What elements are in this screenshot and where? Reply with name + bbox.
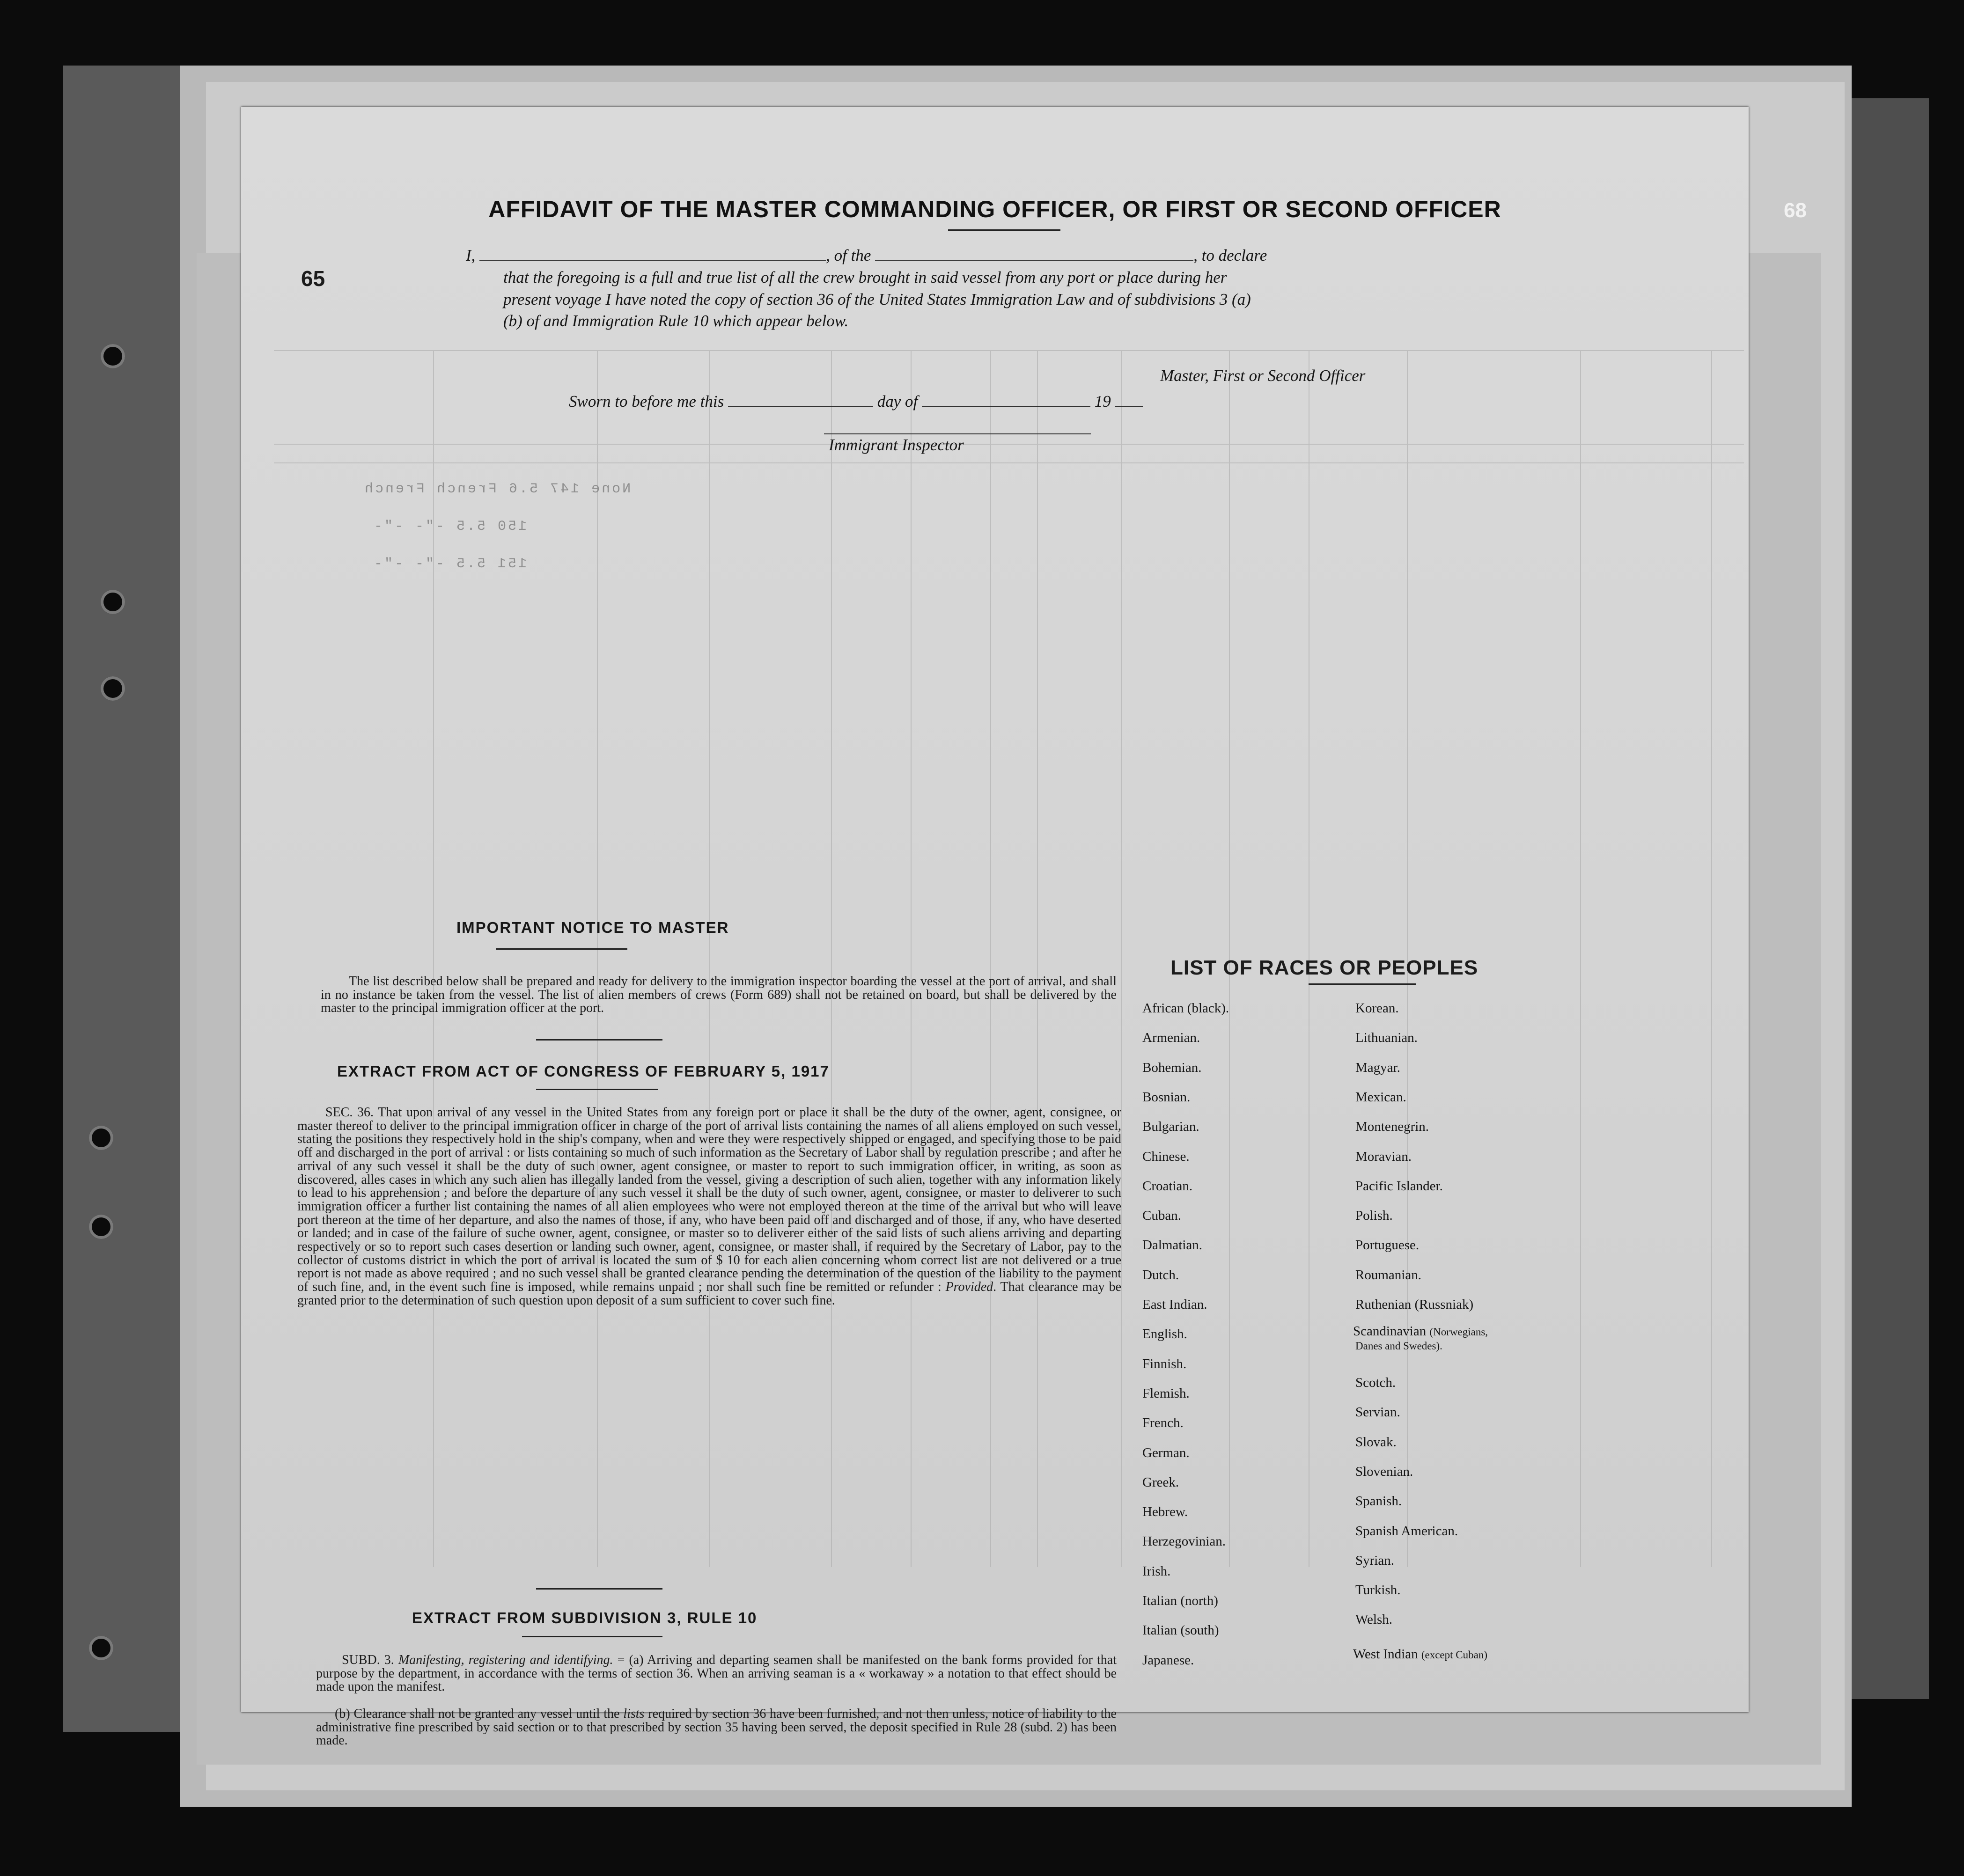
race-item: Italian (south) bbox=[1142, 1623, 1219, 1638]
race-item: Montenegrin. bbox=[1355, 1119, 1429, 1135]
race-item: Cuban. bbox=[1142, 1208, 1181, 1224]
manifest-bleed-through bbox=[241, 107, 1749, 1712]
race-item: Bulgarian. bbox=[1142, 1119, 1199, 1135]
race-item: Syrian. bbox=[1355, 1553, 1394, 1568]
act-extract-underline bbox=[536, 1089, 658, 1090]
race-item: Magyar. bbox=[1355, 1060, 1400, 1075]
race-item: African (black). bbox=[1142, 1001, 1229, 1016]
bleed-through-row: 151 5.5 -"- -"- bbox=[372, 556, 527, 572]
race-item: Japanese. bbox=[1142, 1652, 1194, 1668]
races-underline bbox=[1309, 983, 1416, 985]
declaration-line-2: that the foregoing is a full and true list of all the crew brought in said vessel from any port or place during her bbox=[503, 268, 1227, 286]
inspector-signature-line bbox=[824, 433, 1091, 434]
declaration-line-3: present voyage I have noted the copy of section 36 of the United States Immigration Law and of subdivisions 3 (a) bbox=[503, 290, 1251, 308]
race-item: Lithuanian. bbox=[1355, 1030, 1418, 1046]
races-title: LIST OF RACES OR PEOPLES bbox=[1170, 956, 1479, 979]
name-blank bbox=[479, 260, 826, 261]
sheet-number: 68 bbox=[1784, 199, 1807, 222]
race-item: German. bbox=[1142, 1445, 1190, 1460]
declaration-i: I, bbox=[466, 246, 476, 264]
race-item: Flemish. bbox=[1142, 1385, 1190, 1401]
affidavit-title: AFFIDAVIT OF THE MASTER COMMANDING OFFICER, OR FIRST OR SECOND OFFICER bbox=[488, 196, 1501, 222]
right-backing-sheet bbox=[1845, 98, 1929, 1699]
declaration-line-4: (b) of and Immigration Rule 10 which appear below. bbox=[503, 312, 849, 330]
subd-part-b-prefix: (b) Clearance shall not be granted any vessel until the bbox=[335, 1707, 620, 1721]
race-item: Servian. bbox=[1355, 1405, 1400, 1420]
race-item: Slovenian. bbox=[1355, 1464, 1413, 1479]
left-number: 65 bbox=[301, 266, 325, 291]
subd-heading: Manifesting, registering and identifying. bbox=[398, 1653, 613, 1667]
race-west-indian-note: (except Cuban) bbox=[1421, 1649, 1487, 1661]
race-item: Greek. bbox=[1142, 1474, 1179, 1490]
declaration-of-the: , of the bbox=[826, 246, 871, 264]
race-item: Korean. bbox=[1355, 1001, 1399, 1016]
race-item: Finnish. bbox=[1142, 1356, 1187, 1371]
subd-prefix: SUBD. 3. bbox=[342, 1653, 394, 1667]
act-extract-title: EXTRACT FROM ACT OF CONGRESS OF FEBRUARY 5, 1917 bbox=[337, 1063, 830, 1080]
day-blank bbox=[728, 406, 873, 407]
race-item: Scotch. bbox=[1355, 1375, 1396, 1390]
subd-part-b-rest: required by section 36 have been furnished, and not then unless, notice of liability to the administrative fine prescribed by said section or to that prescribed by section 35 having been served, the deposit specified in Rule 28 (subd. 2) has been made. bbox=[316, 1707, 1117, 1748]
race-item: Croatian. bbox=[1142, 1178, 1193, 1194]
notice-underline bbox=[496, 948, 627, 950]
title-underline bbox=[948, 229, 1060, 231]
race-item: Bosnian. bbox=[1142, 1089, 1191, 1105]
bleed-through-row: 150 5.5 -"- -"- bbox=[372, 519, 527, 535]
subd-part-a: = (a) Arriving and departing seamen shall be manifested on the bank forms provided for that purpose by the department, in accordance with the terms of section 36. When an arriving seaman is a « workaway » a notation to that effect should be made upon the manifest. bbox=[316, 1653, 1117, 1694]
binder-hole bbox=[101, 676, 125, 701]
race-item: English. bbox=[1142, 1326, 1187, 1342]
inspector-label: Immigrant Inspector bbox=[829, 436, 964, 454]
race-item: Pacific Islander. bbox=[1355, 1178, 1443, 1194]
race-west-indian bbox=[1353, 1647, 1487, 1662]
race-item: Spanish American. bbox=[1355, 1523, 1458, 1539]
binder-hole bbox=[101, 590, 125, 614]
notice-divider bbox=[536, 1039, 662, 1041]
declaration-line-1 bbox=[466, 246, 1267, 265]
binder-hole bbox=[101, 344, 125, 368]
race-item: Turkish. bbox=[1355, 1583, 1401, 1598]
year-blank bbox=[1115, 406, 1143, 407]
race-item: Welsh. bbox=[1355, 1612, 1393, 1627]
race-item: Moravian. bbox=[1355, 1149, 1412, 1164]
rule-extract-underline bbox=[522, 1636, 662, 1637]
race-item: Armenian. bbox=[1142, 1030, 1200, 1046]
race-scandinavian bbox=[1353, 1324, 1488, 1339]
rule-extract-part-b bbox=[316, 1707, 1117, 1748]
month-blank bbox=[922, 406, 1090, 407]
notice-title: IMPORTANT NOTICE TO MASTER bbox=[456, 919, 729, 936]
act-provided-text: Provided bbox=[945, 1280, 993, 1295]
race-item: Hebrew. bbox=[1142, 1504, 1188, 1520]
act-extract-divider bbox=[536, 1588, 662, 1590]
signature-label: Master, First or Second Officer bbox=[1160, 366, 1366, 385]
binder-hole bbox=[89, 1215, 113, 1239]
race-item: French. bbox=[1142, 1415, 1184, 1431]
race-item: Herzegovinian. bbox=[1142, 1534, 1226, 1549]
sworn-line bbox=[569, 392, 1143, 411]
notice-body: The list described below shall be prepared and ready for delivery to the immigration inspector boarding the vessel at the port of arrival, and shall in no instance be taken from the vessel. The list of alien members of crews (Form 689) shall not be retained on board, but shall be delivered by the master to the principal immigration officer at the port. bbox=[321, 974, 1117, 1016]
race-item: Spanish. bbox=[1355, 1494, 1402, 1509]
race-item: Ruthenian (Russniak) bbox=[1355, 1297, 1474, 1312]
race-item: Dalmatian. bbox=[1142, 1238, 1203, 1253]
race-scandinavian-note: (Norwegians, bbox=[1429, 1326, 1488, 1338]
sworn-text: Sworn to before me this bbox=[569, 392, 724, 410]
race-item: Dutch. bbox=[1142, 1267, 1179, 1282]
race-scandinavian-label: Scandinavian bbox=[1353, 1324, 1427, 1339]
act-section-text: SEC. 36. That upon arrival of any vessel in the United States from any foreign port or place it shall be the duty of the owner, agent, consignee, or master thereof to deliver to the principal immigration officer in charge of the port of arrival lists containing the names of all aliens employed on such vessel, stating the positions they respectively hold in the ship's company, when and were they were respectively shipped or engaged, and specifying those to be paid off and discharged in the port of arrival : or lists containing so much of such information as the Secretary of Labor shall by regulation prescribe ; and after he arrival of any such vessel it shall be the duty of such owner, agent consignee, or master to report to such immigration officer, in writing, as soon as discovered, alles cases in which any such alien has illegally landed from the vessel, giving a description of such alien, together with any information likely to lead to his apprehension ; and before the departure of any such vessel it shall be the duty of such owner, agent, consignee, or master to deliverer to such immigration officer a further list containing the names of all alien employees who were not employed thereon at the time of the arrival but who will leave port thereon at the time of her departure, and also the names of those, if any, who have been paid off and discharged and of those, if any, who have deserted or landed; and in case of the failure of suche owner, agent, consignee, or master so to deliverer either of the said lists of such aliens arriving and departing respectively or so to report such cases desertion or landing such owner, agent, consignee, or master shall, if required by the Secretary of Labor, pay to the collector of customs district in which the port of arrival is located the sum of $ 10 for each alien concerning whom correct list are not delivered or a true report is not made as above required ; and no such vessel shall be granted clearance pending the determination of the question of the liability to the payment of such fine, and, in the event such fine is imposed, while remains unpaid ; nor shall such fine be remitted or refunder : bbox=[297, 1105, 1121, 1295]
race-item: Slovak. bbox=[1355, 1434, 1397, 1450]
race-item: Chinese. bbox=[1142, 1149, 1190, 1164]
race-item: Mexican. bbox=[1355, 1089, 1406, 1105]
rule-extract-title: EXTRACT FROM SUBDIVISION 3, RULE 10 bbox=[412, 1609, 758, 1627]
act-extract-body bbox=[297, 1106, 1121, 1308]
bleed-through-row: None 147 5.6 French French bbox=[363, 481, 631, 497]
binder-hole bbox=[89, 1126, 113, 1150]
race-west-indian-label: West Indian bbox=[1353, 1647, 1418, 1662]
race-item: Irish. bbox=[1142, 1563, 1171, 1579]
race-item: Bohemian. bbox=[1142, 1060, 1202, 1075]
race-item: Portuguese. bbox=[1355, 1238, 1420, 1253]
binder-hole bbox=[89, 1636, 113, 1660]
day-of-text: day of bbox=[877, 392, 918, 410]
race-item: Roumanian. bbox=[1355, 1267, 1421, 1282]
race-scandinavian-note-2: Danes and Swedes). bbox=[1355, 1340, 1442, 1352]
act-section-tail: . That clearance may be granted prior to the determination of such question upon deposit of a sum sufficient to cover such fine. bbox=[297, 1280, 1122, 1308]
race-item: Italian (north) bbox=[1142, 1593, 1218, 1608]
race-item: Polish. bbox=[1355, 1208, 1393, 1224]
year-prefix: 19 bbox=[1094, 392, 1111, 410]
race-item: East Indian. bbox=[1142, 1297, 1207, 1312]
rule-extract-part-a bbox=[316, 1654, 1117, 1694]
vessel-blank bbox=[875, 260, 1193, 261]
affidavit-sheet bbox=[241, 107, 1749, 1748]
subd-part-b-italic: lists bbox=[623, 1707, 645, 1721]
declaration-to-declare: , to declare bbox=[1193, 246, 1267, 264]
